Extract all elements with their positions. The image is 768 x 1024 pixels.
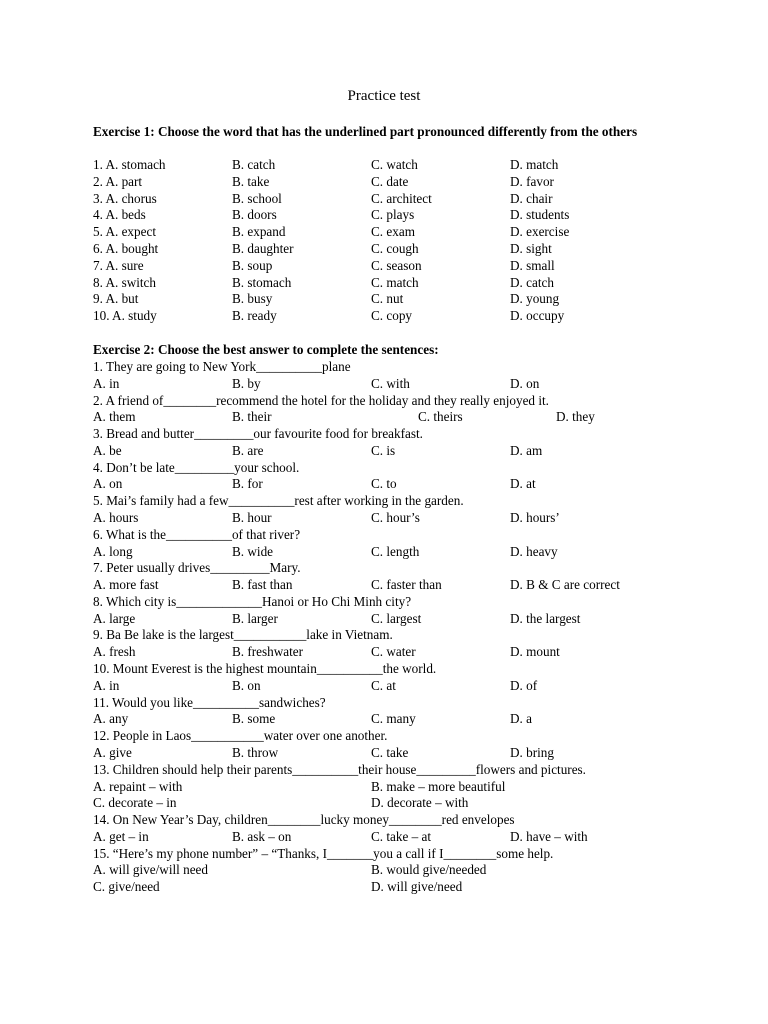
exercise1-option: D. match (510, 157, 559, 172)
answer-option: B. are (232, 442, 264, 458)
answer-option: A. give (93, 744, 132, 760)
exercise1-option: B. stomach (232, 274, 292, 290)
answer-option: A. on (93, 476, 123, 492)
exercise1-option: C. match (371, 274, 419, 290)
answer-option: D. heavy (510, 543, 558, 559)
exercise1-heading: Exercise 1: Choose the word that has the underlined part pronounced differently from the others (93, 124, 638, 139)
answer-option: D. bring (510, 744, 554, 760)
answer-option: C. faster than (371, 577, 442, 593)
answer-option: B. would give/needed (371, 862, 487, 878)
exercise1-option: B. school (232, 190, 282, 206)
answer-option: A. be (93, 442, 122, 458)
answer-option: B. their (232, 409, 272, 425)
exercise1-option: B. soup (232, 257, 273, 273)
question-text: 14. On New Year’s Day, children________lucky money________red envelopes (93, 812, 515, 828)
answer-option: A. them (93, 409, 136, 425)
question-text: 4. Don’t be late_________your school. (93, 459, 300, 475)
answer-option: C. water (371, 644, 416, 660)
exercise1-option: C. exam (371, 224, 415, 240)
question-text: 8. Which city is_____________Hanoi or Ho Chi Minh city? (93, 593, 412, 609)
exercise1-option: C. date (371, 173, 409, 189)
exercise1-option: B. take (232, 173, 270, 189)
answer-option: B. fast than (232, 577, 293, 593)
exercise1-option: 10. A. study (93, 308, 157, 324)
exercise1-option: D. chair (510, 190, 553, 206)
answer-option: B. hour (232, 510, 272, 526)
exercise1-option: B. busy (232, 291, 273, 307)
exercise1-option: C. cough (371, 241, 419, 256)
answer-option: C. decorate – in (93, 795, 177, 811)
question-text: 11. Would you like__________sandwiches? (93, 694, 326, 710)
answer-option: D. of (510, 677, 538, 693)
question-text: 1. They are going to New York__________plane (93, 359, 351, 374)
exercise1-option: 3. A. chorus (93, 190, 157, 206)
answer-option: D. decorate – with (371, 795, 469, 811)
answer-option: B. by (232, 375, 261, 391)
exercise1-option: C. copy (371, 308, 413, 324)
answer-option: A. fresh (93, 644, 136, 660)
answer-option: B. throw (232, 744, 279, 760)
question-text: 3. Bread and butter_________our favourite food for breakfast. (93, 426, 423, 442)
exercise1-option: 8. A. switch (93, 274, 157, 290)
exercise1-option: D. favor (510, 173, 554, 189)
exercise1-option: D. catch (510, 274, 554, 290)
answer-option: B. wide (232, 543, 274, 559)
question-text: 9. Ba Be lake is the largest___________lake in Vietnam. (93, 627, 393, 643)
answer-option: D. at (510, 476, 536, 492)
answer-option: A. in (93, 677, 120, 693)
exercise1-option: 6. A. bought (93, 241, 159, 256)
exercise1-option: C. season (371, 257, 422, 273)
answer-option: B. freshwater (232, 644, 304, 660)
answer-option: C. to (371, 476, 397, 492)
exercise1-option: B. expand (232, 224, 286, 240)
answer-option: D. a (510, 711, 532, 727)
exercise2-heading: Exercise 2: Choose the best answer to complete the sentences: (93, 342, 439, 357)
exercise1-option: C. nut (371, 291, 404, 307)
exercise1-option: C. plays (371, 207, 415, 223)
answer-option: A. more fast (93, 577, 159, 593)
answer-option: A. long (93, 543, 133, 559)
answer-option: A. large (93, 610, 136, 626)
answer-option: C. with (371, 375, 410, 391)
page-title: Practice test (347, 88, 421, 104)
answer-option: A. repaint – with (93, 778, 183, 794)
question-text: 6. What is the__________of that river? (93, 526, 301, 542)
answer-option: A. get – in (93, 828, 149, 844)
exercise1-option: 9. A. but (93, 291, 139, 307)
answer-option: D. on (510, 375, 540, 391)
answer-option: C. length (371, 543, 420, 559)
answer-option: A. hours (93, 510, 139, 526)
answer-option: D. B & C are correct (510, 577, 620, 593)
exercise1-option: 2. A. part (93, 173, 143, 189)
answer-option: A. will give/will need (93, 862, 209, 878)
exercise1-option: 4. A. beds (93, 207, 146, 223)
answer-option: B. make – more beautiful (371, 778, 506, 794)
answer-option: A. in (93, 375, 120, 391)
question-text: 5. Mai’s family had a few__________rest after working in the garden. (93, 493, 464, 509)
answer-option: C. largest (371, 610, 422, 626)
question-text: 2. A friend of________recommend the hotel for the holiday and they really enjoyed it. (93, 392, 549, 408)
answer-option: C. is (371, 442, 396, 458)
answer-option: B. on (232, 677, 261, 693)
question-text: 12. People in Laos___________water over one another. (93, 728, 388, 744)
answer-option: B. larger (232, 610, 278, 626)
exercise1-option: C. watch (371, 157, 418, 172)
exercise1-option: D. small (510, 257, 555, 273)
answer-option: D. the largest (510, 610, 581, 626)
answer-option: B. ask – on (232, 828, 292, 844)
answer-option: C. theirs (418, 409, 463, 425)
answer-option: C. at (371, 677, 396, 693)
answer-option: D. mount (510, 644, 560, 660)
question-text: 10. Mount Everest is the highest mountain__________the world. (93, 661, 437, 677)
answer-option: C. take – at (371, 828, 432, 844)
answer-option: C. take (371, 744, 409, 760)
answer-option: B. for (232, 476, 263, 492)
exercise1-option: D. occupy (510, 308, 565, 324)
exercise1-option: 1. A. stomach (93, 157, 166, 172)
answer-option: D. am (510, 442, 543, 458)
answer-option: C. hour’s (371, 510, 420, 526)
exercise1-option: B. ready (232, 308, 277, 324)
answer-option: D. hours’ (510, 510, 560, 526)
exercise1-option: D. students (510, 207, 570, 223)
answer-option: A. any (93, 711, 129, 727)
question-text: 15. “Here’s my phone number” – “Thanks, I_______you a call if I________some help. (93, 845, 554, 861)
exercise1-option: 7. A. sure (93, 257, 144, 273)
exercise1-option: B. doors (232, 207, 277, 223)
exercise1-option: C. architect (371, 190, 432, 206)
answer-option: D. they (556, 409, 595, 425)
exercise1-option: D. exercise (510, 224, 570, 240)
exercise1-option: D. young (510, 291, 560, 307)
answer-option: D. will give/need (371, 879, 463, 895)
exercise1-option: B. catch (232, 157, 276, 172)
exercise1-option: D. sight (510, 241, 552, 256)
answer-option: B. some (232, 711, 276, 727)
exercise1-option: 5. A. expect (93, 224, 156, 240)
answer-option: C. many (371, 711, 416, 727)
question-text: 7. Peter usually drives_________Mary. (93, 560, 301, 576)
answer-option: C. give/need (93, 879, 160, 895)
question-text: 13. Children should help their parents__________their house_________flowers and pictures. (93, 761, 586, 777)
answer-option: D. have – with (510, 828, 588, 844)
exercise1-option: B. daughter (232, 241, 294, 256)
